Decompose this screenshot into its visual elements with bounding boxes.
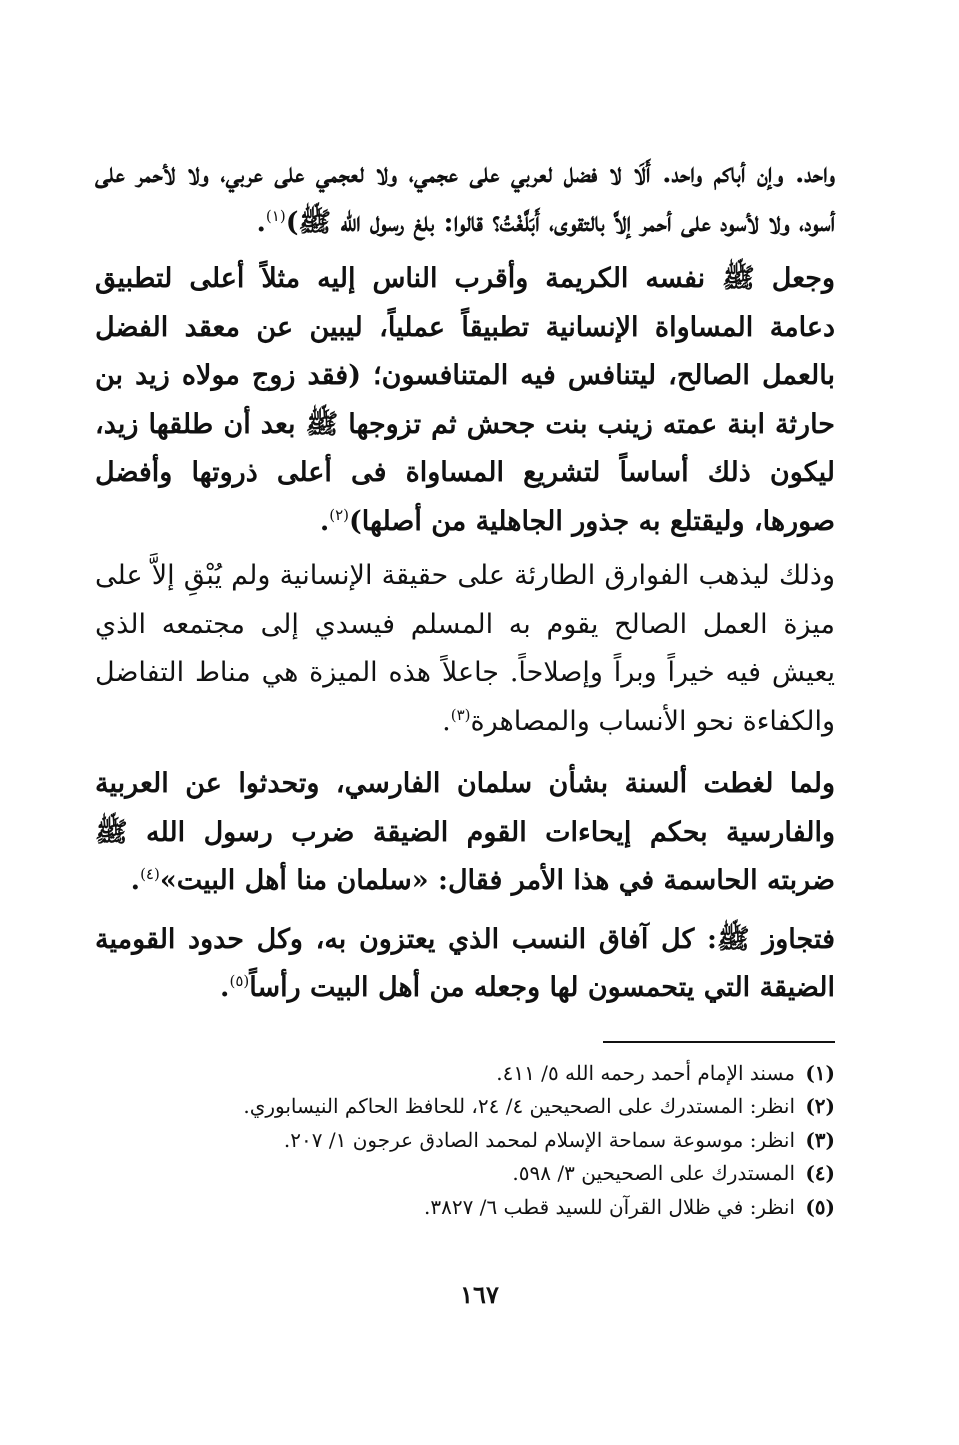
paragraph-2 [95,255,835,546]
footnote-number: (٥) [805,1194,835,1219]
footnote-4 [95,1157,835,1191]
footnote-5 [95,1191,835,1225]
footnote-ref-3: (٣) [450,705,471,724]
paragraph-5-text: فتجاوز ﷺ: كل آفاق النسب الذي يعتزون به، وكل حدود القومية الضيقة التي يتحمسون لها وجعله من أهل البيت رأساً [95,923,835,1003]
paragraph-2-end: . [319,505,330,537]
paragraph-5-end: . [220,972,230,1003]
footnote-text: انظر: موسوعة سماحة الإسلام لمحمد الصادق عرجون ١/ ٢٠٧. [283,1127,795,1152]
footnote-1 [95,1057,835,1091]
paragraph-1 [95,150,835,247]
footnote-ref-5: (٥) [229,972,250,990]
footnote-ref-1: (١) [265,206,286,225]
footnote-text: مسند الإمام أحمد رحمه الله ٥/ ٤١١. [496,1060,795,1085]
footnote-3 [95,1124,835,1158]
footnote-number: (٤) [805,1161,835,1185]
paragraph-4-end: . [130,865,141,896]
paragraph-2-text: وجعل ﷺ نفسه الكريمة وأقرب الناس إليه مثلاً أعلى لتطبيق دعامة المساواة الإنسانية تطبيقاً عملياً، ليبين عن معقد الفضل بالعمل الصالح، ليتنافس فيه المتنافسون؛ (فقد زوج مولاه زيد بن حارثة ابنة عمته زينب بنت جحش ثم تزوجها ﷺ بعد أن طلقها زيد، ليكون ذلك أساساً لتشريع المساواة فى أعلى ذروتها وأفضل صورها، وليقتلع به جذور الجاهلية من أصلها) [95,263,835,537]
footnote-ref-2: (٢) [329,505,350,524]
paragraph-5 [95,916,835,1013]
footnote-text: انظر: المستدرك على الصحيحين ٤/ ٢٤، للحافظ الحاكم النيسابوري. [243,1094,795,1118]
page-body [95,150,835,1224]
footnotes-list [95,1057,835,1225]
footnote-separator [603,1041,835,1043]
paragraph-3-end: . [442,705,451,737]
footnote-number: (١) [805,1060,835,1085]
paragraph-1-end: . [256,206,266,238]
footnote-ref-4: (٤) [140,865,160,883]
footnote-2 [95,1090,835,1124]
page-number: ١٦٧ [460,1280,499,1309]
paragraph-4-text: ولما لغطت ألسنة بشأن سلمان الفارسي، وتحدثوا عن العربية والفارسية بحكم إيحاءات القوم الضيقة ضرب رسول الله ﷺ ضربته الحاسمة في هذا الأمر فقال: «سلمان منا أهل البيت» [95,768,835,896]
footnote-number: (٢) [805,1094,835,1118]
paragraph-3-text: وذلك ليذهب الفوارق الطارئة على حقيقة الإنسانية ولم يُبْقِ إلاَّ على ميزة العمل الصالح يقوم به المسلم فيسدي إلى مجتمعه الذي يعيش فيه خيراً وبراً وإصلاحاً. جاعلاً هذه الميزة هي مناط التفاضل والكفاءة نحو الأنساب والمصاهرة [95,560,835,737]
footnote-text: انظر: في ظلال القرآن للسيد قطب ٦/ ٣٨٢٧. [424,1194,795,1219]
footnote-number: (٣) [805,1127,835,1152]
paragraph-1-text: واحد. وإن أباكم واحد. أَلَا لا فضل لعربي على عجمي، ولا لعجمي على عربي، ولا لأحمر على أسود، ولا لأسود على أحمر إلاَّ بالتقوى، أَبَلَّغْتُ؟ قالوا: بلغ رسول الله ﷺ) [95,158,835,238]
paragraph-4 [95,760,835,906]
footnote-text: المستدرك على الصحيحين ٣/ ٥٩٨. [512,1161,795,1185]
paragraph-3 [95,552,835,746]
